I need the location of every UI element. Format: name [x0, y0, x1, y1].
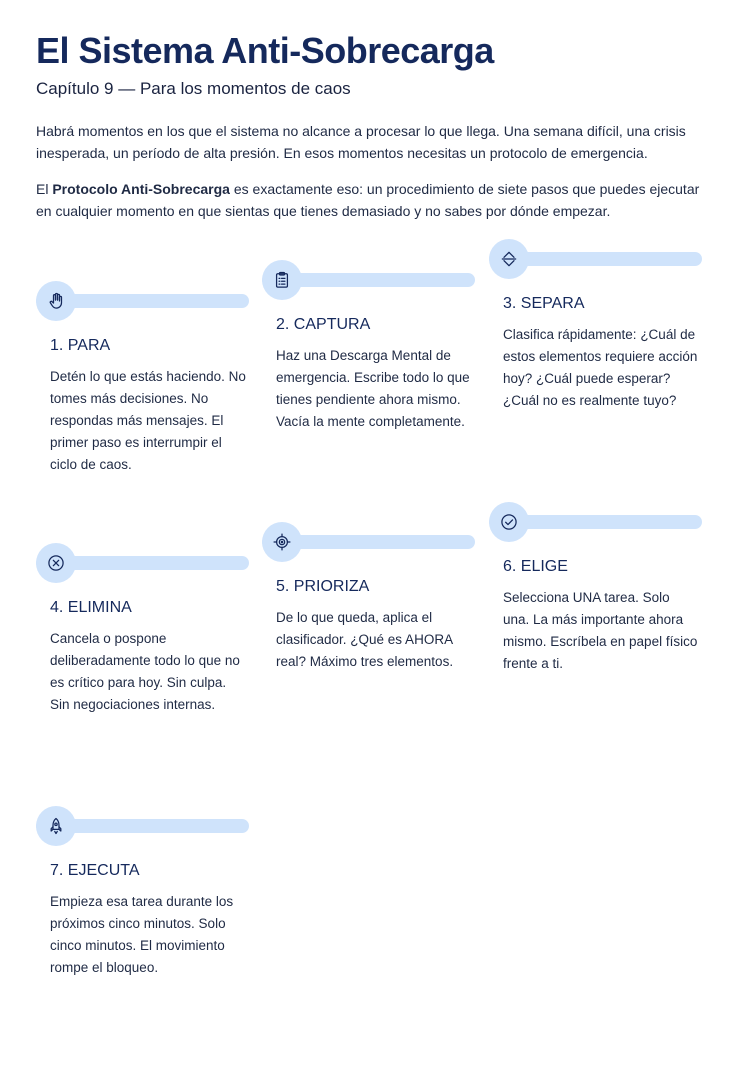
page-title: El Sistema Anti-Sobrecarga	[36, 30, 494, 71]
step-description: Selecciona UNA tarea. Solo una. La más importante ahora mismo. Escríbela en papel físico frente a ti.	[503, 590, 698, 671]
clipboard-icon	[262, 260, 302, 300]
intro-paragraph-1: Habrá momentos en los que el sistema no alcance a procesar lo que llega. Una semana difícil, una crisis inesperada, un período de alta presión. En esos momentos necesitas un protocolo de emergencia.	[36, 123, 686, 161]
target-icon	[262, 522, 302, 562]
step-description: Clasifica rápidamente: ¿Cuál de estos elementos requiere acción hoy? ¿Cuál puede esperar? ¿Cuál no es realmente tuyo?	[503, 327, 698, 408]
circle-x-icon	[36, 543, 76, 583]
protocol-name: Protocolo Anti-Sobrecarga	[52, 181, 230, 197]
chapter-subtitle: Capítulo 9 — Para los momentos de caos	[36, 79, 351, 98]
step-description: De lo que queda, aplica el clasificador. ¿Qué es AHORA real? Máximo tres elementos.	[276, 610, 454, 669]
intro-text-before: El	[36, 181, 53, 197]
step-title: 2. CAPTURA	[276, 316, 371, 333]
step-title: 7. EJECUTA	[50, 862, 140, 879]
step-description: Haz una Descarga Mental de emergencia. Escribe todo lo que tienes pendiente ahora mismo. Vacía la mente completamente.	[276, 348, 470, 429]
step-title: 1. PARA	[50, 337, 111, 354]
step-title: 3. SEPARA	[503, 295, 585, 312]
step-description: Cancela o pospone deliberadamente todo lo que no es crítico para hoy. Sin culpa. Sin negociaciones internas.	[50, 631, 240, 712]
step-title: 5. PRIORIZA	[276, 578, 370, 595]
sort-arrows-icon	[489, 239, 529, 279]
step-title: 6. ELIGE	[503, 558, 568, 575]
rocket-icon	[36, 806, 76, 846]
circle-check-icon	[489, 502, 529, 542]
intro-text-after: es exactamente eso: un procedimiento de siete pasos que puedes ejecutar en cualquier momento en que sientas que tienes demasiado y no sabes por dónde empezar.	[36, 181, 700, 219]
step-title: 4. ELIMINA	[50, 599, 132, 616]
intro-paragraph-2	[36, 178, 706, 222]
step-description: Empieza esa tarea durante los próximos cinco minutos. Solo cinco minutos. El movimiento rompe el bloqueo.	[50, 894, 234, 975]
hand-icon	[36, 281, 76, 321]
step-description: Detén lo que estás haciendo. No tomes más decisiones. No respondas más mensajes. El primer paso es interrumpir el ciclo de caos.	[50, 369, 246, 472]
